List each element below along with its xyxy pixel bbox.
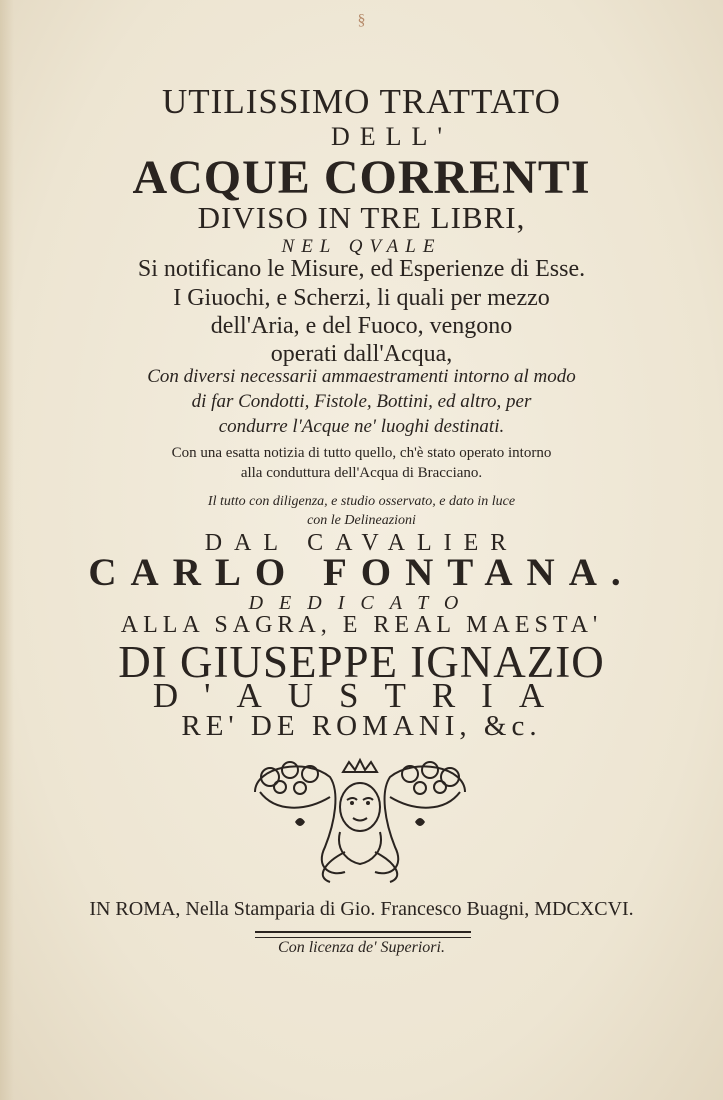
title-line-2: DELL'	[330, 122, 453, 151]
diligence-line-2: con le Delineazioni	[307, 513, 416, 528]
signature-mark: §	[357, 12, 366, 29]
diligence-line-1: Il tutto con diligenza, e studio osservato, e dato in luce	[207, 494, 516, 509]
notice-line-2: alla conduttura dell'Acqua di Bracciano.	[240, 465, 483, 481]
description-line-3: dell'Aria, e del Fuoco, vengono	[210, 313, 513, 339]
author-name: CARLO FONTANA.	[88, 551, 635, 594]
description-line-4: operati dall'Acqua,	[270, 341, 453, 367]
dedication-label: DEDICATO	[248, 592, 475, 614]
nel-quale-line: NEL QVALE	[281, 236, 442, 257]
italic-line-2: di far Condotti, Fistole, Bottini, ed altro, per	[191, 391, 532, 412]
main-title: ACQUE CORRENTI	[132, 151, 591, 204]
author-prefix: DAL CAVALIER	[204, 530, 519, 556]
description-line-1: Si notificano le Misure, ed Esperienze di Esse.	[137, 256, 586, 282]
notice-line-1: Con una esatta notizia di tutto quello, ch'è stato operato intorno	[171, 445, 552, 461]
description-line-2: I Giuochi, e Scherzi, li quali per mezzo	[173, 285, 550, 311]
dedicatee-title: RE' DE ROMANI, &c.	[181, 710, 542, 742]
cornucopia-vignette-icon	[235, 752, 485, 887]
italic-line-3: condurre l'Acque ne' luoghi destinati.	[218, 416, 505, 437]
imprint: IN ROMA, Nella Stamparia di Gio. Francesco Buagni, MDCXCVI.	[89, 898, 634, 920]
license-line: Con licenza de' Superiori.	[278, 939, 445, 956]
dedication-line-1: ALLA SAGRA, E REAL MAESTA'	[120, 612, 603, 638]
double-rule	[255, 931, 471, 938]
title-line-1: UTILISSIMO TRATTATO	[162, 82, 561, 121]
dedicatee-house: D'AUSTRIA	[152, 676, 571, 715]
italic-line-1: Con diversi necessarii ammaestramenti intorno al modo	[147, 366, 576, 387]
dedicatee-name: DI GIUSEPPE IGNAZIO	[118, 637, 605, 687]
subtitle: DIVISO IN TRE LIBRI,	[197, 200, 526, 235]
